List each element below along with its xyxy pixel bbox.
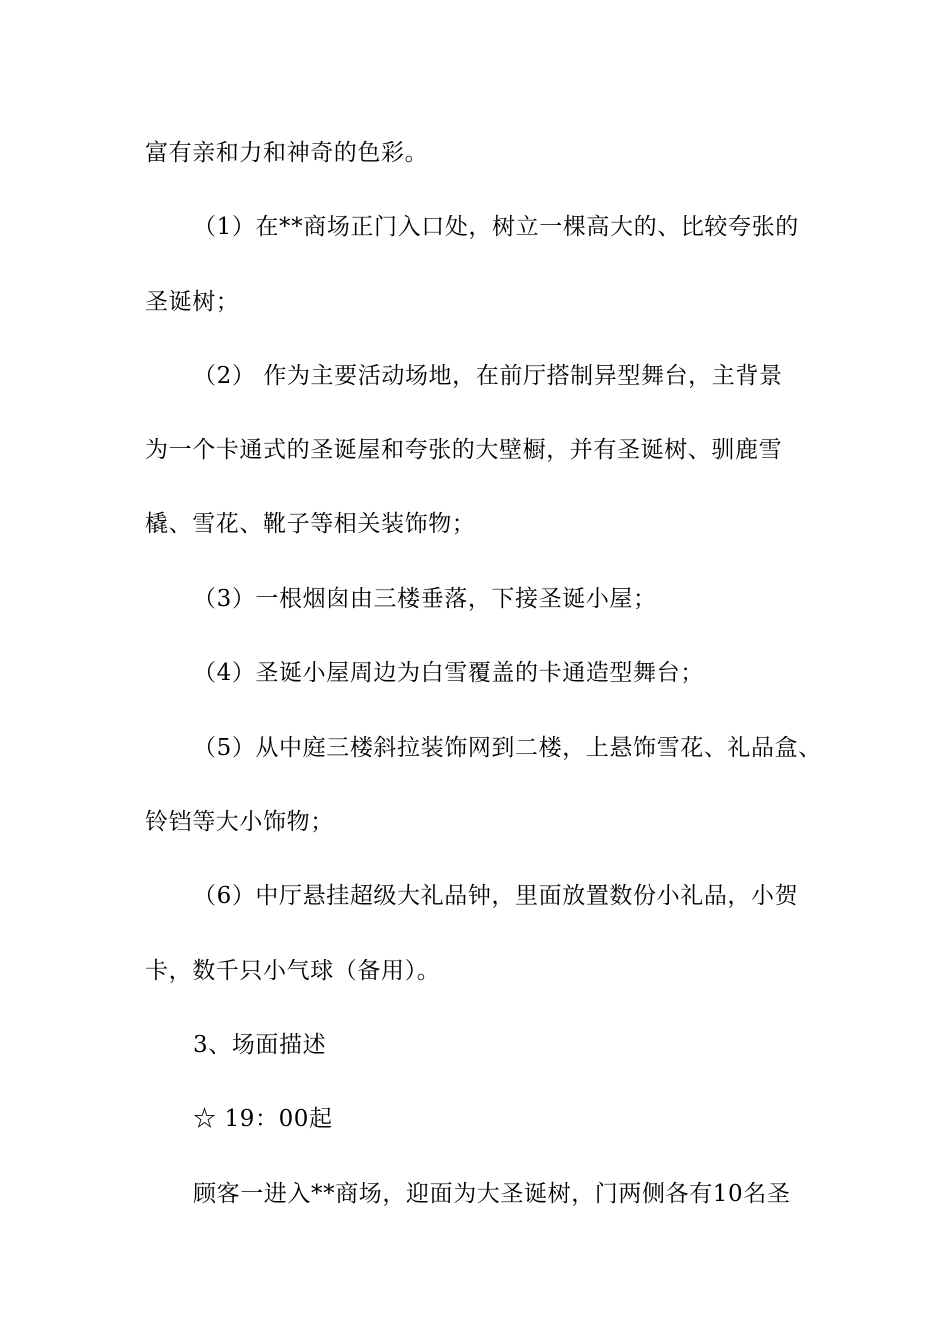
paragraph-line: （6）中厅悬挂超级大礼品钟，里面放置数份小礼品，小贺 bbox=[193, 883, 799, 909]
paragraph-line: （4）圣诞小屋周边为白雪覆盖的卡通造型舞台； bbox=[193, 660, 704, 686]
paragraph-line: 橇、雪花、靴子等相关装饰物； bbox=[145, 511, 476, 537]
paragraph-line: （3）一根烟囱由三楼垂落，下接圣诞小屋； bbox=[193, 586, 657, 612]
time-marker: ☆ 19：00起 bbox=[193, 1106, 333, 1132]
paragraph-line: 卡，数千只小气球（备用）。 bbox=[145, 958, 441, 984]
paragraph-line: （5）从中庭三楼斜拉装饰网到二楼，上悬饰雪花、礼品盒、 bbox=[193, 735, 822, 761]
paragraph-line: 圣诞树； bbox=[145, 289, 240, 315]
paragraph-line: （2） 作为主要活动场地，在前厅搭制异型舞台，主背景 bbox=[193, 363, 783, 389]
paragraph-line: 铃铛等大小饰物； bbox=[145, 809, 334, 835]
paragraph-line: 顾客一进入**商场，迎面为大圣诞树，门两侧各有10名圣 bbox=[193, 1181, 791, 1207]
paragraph-line: 富有亲和力和神奇的色彩。 bbox=[145, 140, 429, 166]
paragraph-line: 为一个卡通式的圣诞屋和夸张的大壁橱，并有圣诞树、驯鹿雪 bbox=[145, 437, 783, 463]
section-heading: 3、场面描述 bbox=[193, 1032, 327, 1058]
paragraph-line: （1）在**商场正门入口处，树立一棵高大的、比较夸张的 bbox=[193, 214, 799, 240]
